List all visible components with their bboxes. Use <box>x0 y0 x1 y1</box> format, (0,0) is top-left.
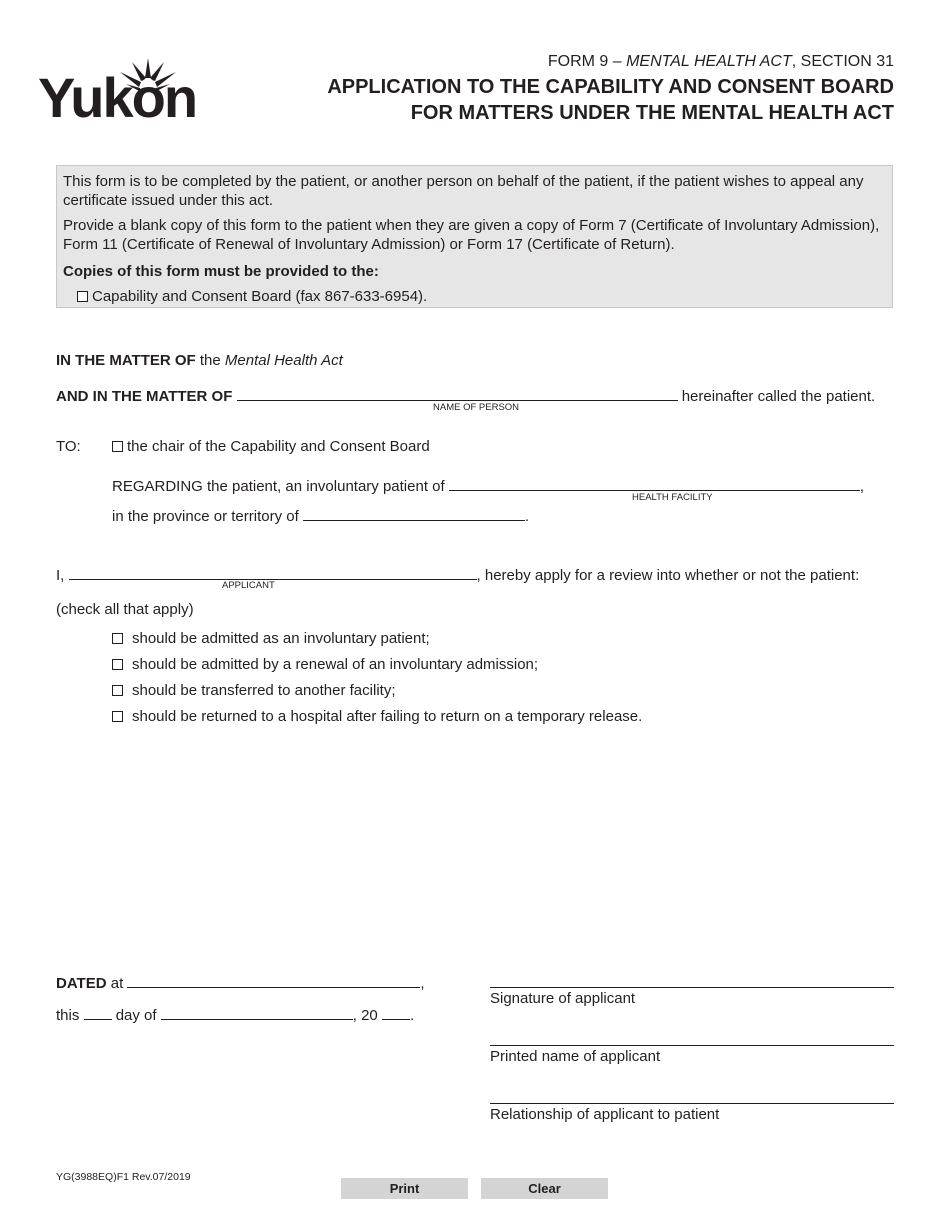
check-note: (check all that apply) <box>56 601 194 618</box>
review-option-checkbox[interactable] <box>112 685 123 696</box>
date-year-suffix: . <box>409 1007 415 1024</box>
form-act: MENTAL HEALTH ACT <box>626 53 792 70</box>
dated-line <box>56 972 425 992</box>
dated-place-field[interactable] <box>127 972 420 988</box>
chair-checkbox[interactable] <box>112 441 123 452</box>
printed-name-label: Printed name of applicant <box>490 1048 661 1065</box>
printed-name-field[interactable] <box>490 1045 894 1046</box>
copies-option-label: Capability and Consent Board (fax 867-633-6954). <box>92 288 428 305</box>
review-option-label: should be admitted as an involuntary patient; <box>132 630 430 647</box>
to-option-label: the chair of the Capability and Consent Board <box>127 438 430 455</box>
form-prefix: FORM 9 – <box>547 53 627 70</box>
signature-label: Signature of applicant <box>490 990 636 1007</box>
matter-suffix: hereinafter called the patient. <box>677 388 876 405</box>
applicant-prefix: I, <box>56 567 65 584</box>
page-title <box>327 74 894 126</box>
date-day-of: day of <box>115 1007 157 1024</box>
province-prefix: in the province or territory of <box>112 508 299 525</box>
to-label: TO: <box>56 438 81 455</box>
clear-button[interactable]: Clear <box>481 1178 608 1199</box>
copies-option <box>63 287 886 306</box>
review-option <box>112 682 395 699</box>
copies-heading: Copies of this form must be provided to the: <box>63 263 379 280</box>
date-year-prefix: , 20 <box>352 1007 378 1024</box>
dated-at: at <box>106 975 124 992</box>
dated-bold: DATED <box>56 975 107 992</box>
yukon-logo <box>38 54 210 129</box>
to-option <box>112 438 430 455</box>
day-field[interactable] <box>84 1004 112 1020</box>
review-option-checkbox[interactable] <box>112 711 123 722</box>
year-field[interactable] <box>382 1004 410 1020</box>
review-option-label: should be transferred to another facility; <box>132 682 396 699</box>
regarding-suffix: , <box>859 478 865 495</box>
title-line-1: APPLICATION TO THE CAPABILITY AND CONSENT BOARD <box>327 76 894 98</box>
logo-text: Yukon <box>38 66 197 129</box>
title-line-2: FOR MATTERS UNDER THE MENTAL HEALTH ACT <box>410 102 894 124</box>
dated-at-suffix: , <box>420 975 425 992</box>
form-section: , SECTION 31 <box>791 53 894 70</box>
review-option <box>112 708 642 725</box>
regarding-line <box>112 475 864 495</box>
patient-name-field[interactable] <box>237 385 678 401</box>
relationship-field[interactable] <box>490 1103 894 1104</box>
date-line <box>56 1004 414 1024</box>
name-caption: NAME OF PERSON <box>433 402 520 413</box>
applicant-suffix: , hereby apply for a review into whether or not the patient: <box>476 567 860 584</box>
matter-line-1 <box>56 352 343 369</box>
review-option <box>112 656 538 673</box>
review-option-label: should be admitted by a renewal of an involuntary admission; <box>132 656 539 673</box>
review-option-checkbox[interactable] <box>112 633 123 644</box>
matter-bold-2: AND IN THE MATTER OF <box>56 388 233 405</box>
applicant-name-field[interactable] <box>69 564 477 580</box>
instructions-para-2: Provide a blank copy of this form to the patient when they are given a copy of Form 7 (Certificate of Involuntary Admission), Form 11 (Certificate of Renewal of Involuntary Admission) or Form 17 (Certificate of Return). <box>63 217 880 253</box>
province-line <box>112 505 529 525</box>
regarding-prefix: REGARDING the patient, an involuntary patient of <box>112 478 445 495</box>
form-number <box>548 53 894 71</box>
form-code: YG(3988EQ)F1 Rev.07/2019 <box>56 1171 191 1183</box>
instructions-box <box>56 165 893 308</box>
review-option <box>112 630 430 647</box>
signature-field[interactable] <box>490 987 894 988</box>
print-button[interactable]: Print <box>341 1178 468 1199</box>
matter-the: the <box>195 352 225 369</box>
applicant-line <box>56 564 859 584</box>
review-option-label: should be returned to a hospital after failing to return on a temporary release. <box>132 708 643 725</box>
applicant-caption: APPLICANT <box>222 580 275 591</box>
board-copy-checkbox[interactable] <box>77 291 88 302</box>
province-field[interactable] <box>303 505 525 521</box>
matter-act: Mental Health Act <box>224 352 343 369</box>
matter-bold-1: IN THE MATTER OF <box>56 352 196 369</box>
date-this: this <box>56 1007 80 1024</box>
month-field[interactable] <box>161 1004 353 1020</box>
province-suffix: . <box>524 508 530 525</box>
review-option-checkbox[interactable] <box>112 659 123 670</box>
facility-caption: HEALTH FACILITY <box>632 492 713 503</box>
health-facility-field[interactable] <box>449 475 860 491</box>
relationship-label: Relationship of applicant to patient <box>490 1106 720 1123</box>
instructions-para-1: This form is to be completed by the patient, or another person on behalf of the patient, if the patient wishes to appeal any certificate issued under this act. <box>63 173 864 209</box>
